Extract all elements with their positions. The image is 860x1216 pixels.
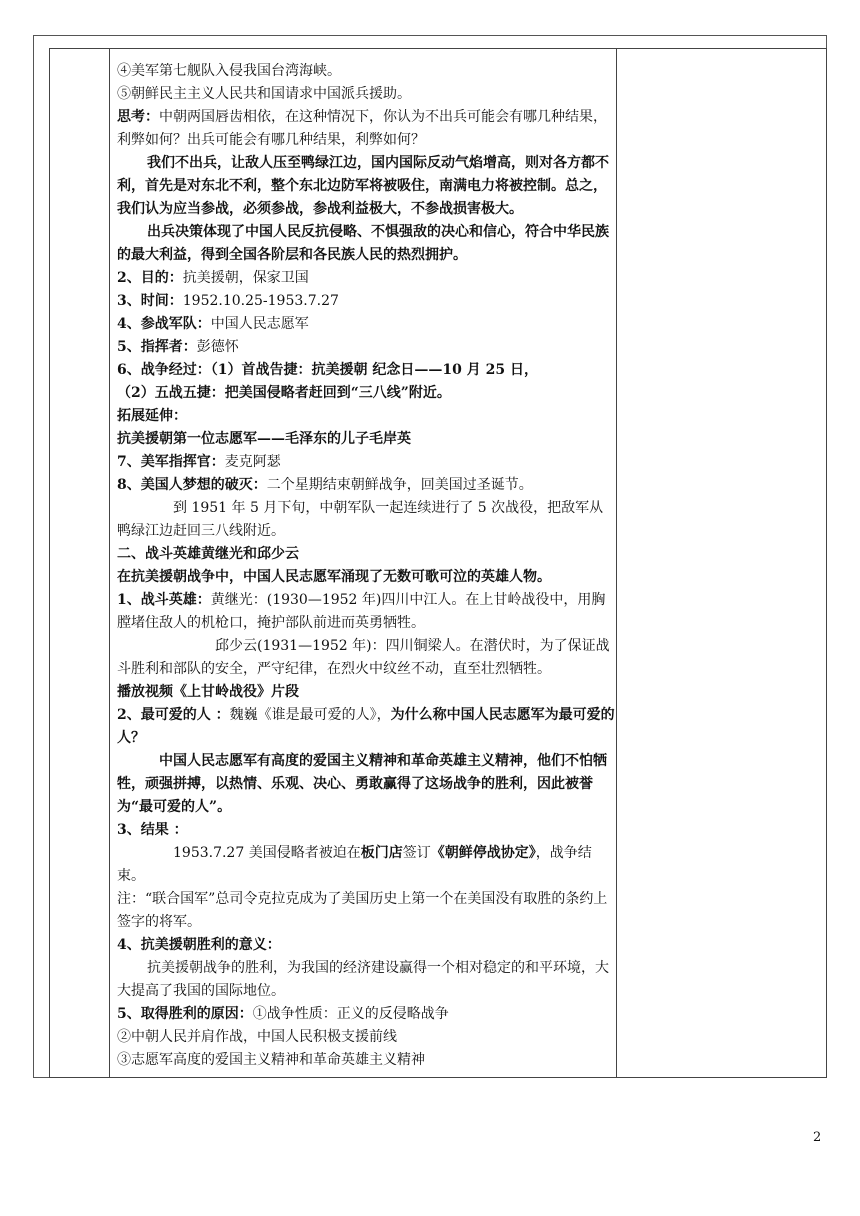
text-line: 邱少云(1931—1952 年)：四川铜梁人。在潜伏时，为了保证战斗胜利和部队的安全，严守纪律，在烈火中纹丝不动，直至壮烈牺牲。 (117, 638, 610, 677)
text-line: 4、抗美援朝胜利的意义： (117, 937, 281, 953)
text-line: 到 1951 年 5 月下旬，中朝军队一起连续进行了 5 次战役，把敌军从鸭绿江边赶回三八线附近。 (117, 500, 604, 539)
text-line: 拓展延伸： (117, 408, 187, 424)
text-line: 思考：中朝两国唇齿相依，在这种情况下，你认为不出兵可能会有哪几种结果，利弊如何？出兵可能会有哪几种结果，利弊如何？ (117, 109, 607, 148)
table-left-column (49, 48, 110, 1078)
text-line: 播放视频《上甘岭战役》片段 (117, 684, 299, 700)
table-right-column (617, 48, 827, 1078)
text-line: 6、战争经过：（1）首战告捷：抗美援朝 纪念日——10 月 25 日， (117, 362, 538, 378)
text-line: 2、最可爱的人 ：魏巍《谁是最可爱的人》，为什么称中国人民志愿军为最可爱的人？ (117, 707, 615, 746)
text-line: 二、战斗英雄黄继光和邱少云 (117, 546, 299, 562)
text-line: 3、结果 ： (117, 822, 188, 838)
text-line: 2、目的：抗美援朝，保家卫国 (117, 270, 309, 286)
text-line: 在抗美援朝战争中，中国人民志愿军涌现了无数可歌可泣的英雄人物。 (117, 569, 551, 585)
text-line: 3、时间：1952.10.25-1953.7.27 (117, 293, 339, 309)
text-line: 抗美援朝第一位志愿军——毛泽东的儿子毛岸英 (117, 431, 411, 447)
text-line: 抗美援朝战争的胜利，为我国的经济建设赢得一个相对稳定的和平环境，大大提高了我国的国际地位。 (117, 960, 609, 999)
text-line: 我们不出兵，让敌人压至鸭绿江边，国内国际反动气焰增高，则对各方都不利，首先是对东北不利，整个东北边防军将被吸住，南满电力将被控制。总之，我们认为应当参战，必须参战，参战利益极大，不参战损害极大。 (117, 155, 609, 217)
text-line: （2）五战五捷：把美国侵略者赶回到“三八线”附近。 (117, 385, 451, 401)
page-number: 2 (813, 1130, 822, 1145)
text-line: 5、取得胜利的原因：①战争性质：正义的反侵略战争 (117, 1006, 449, 1022)
text-line: 5、指挥者：彭德怀 (117, 339, 239, 355)
text-line: 1953.7.27 美国侵略者被迫在板门店签订《朝鲜停战协定》，战争结束。 (117, 845, 592, 884)
lesson-content (117, 60, 617, 1072)
text-line: ②中朝人民并肩作战，中国人民积极支援前线 (117, 1029, 397, 1045)
text-line: 4、参战军队：中国人民志愿军 (117, 316, 309, 332)
text-line: 中国人民志愿军有高度的爱国主义精神和革命英雄主义精神，他们不怕牺牲，顽强拼搏，以热情、乐观、决心、勇敢赢得了这场战争的胜利，因此被誉为“最可爱的人”。 (117, 753, 607, 815)
text-line: ③志愿军高度的爱国主义精神和革命英雄主义精神 (117, 1052, 425, 1068)
text-line: 8、美国人梦想的破灭：二个星期结束朝鲜战争，回美国过圣诞节。 (117, 477, 533, 493)
text-line: ④美军第七舰队入侵我国台湾海峡。 (117, 63, 341, 79)
text-line: 出兵决策体现了中国人民反抗侵略、不惧强敌的决心和信心，符合中华民族的最大利益，得到全国各阶层和各民族人民的热烈拥护。 (117, 224, 609, 263)
text-line: 7、美军指挥官：麦克阿瑟 (117, 454, 281, 470)
text-line: 1、战斗英雄：黄继光：(1930—1952 年)四川中江人。在上甘岭战役中，用胸膛堵住敌人的机枪口，掩护部队前进而英勇牺牲。 (117, 592, 606, 631)
text-line: ⑤朝鲜民主主义人民共和国请求中国派兵援助。 (117, 86, 411, 102)
text-line: 注：“联合国军”总司令克拉克成为了美国历史上第一个在美国没有取胜的条约上签字的将军。 (117, 891, 608, 930)
